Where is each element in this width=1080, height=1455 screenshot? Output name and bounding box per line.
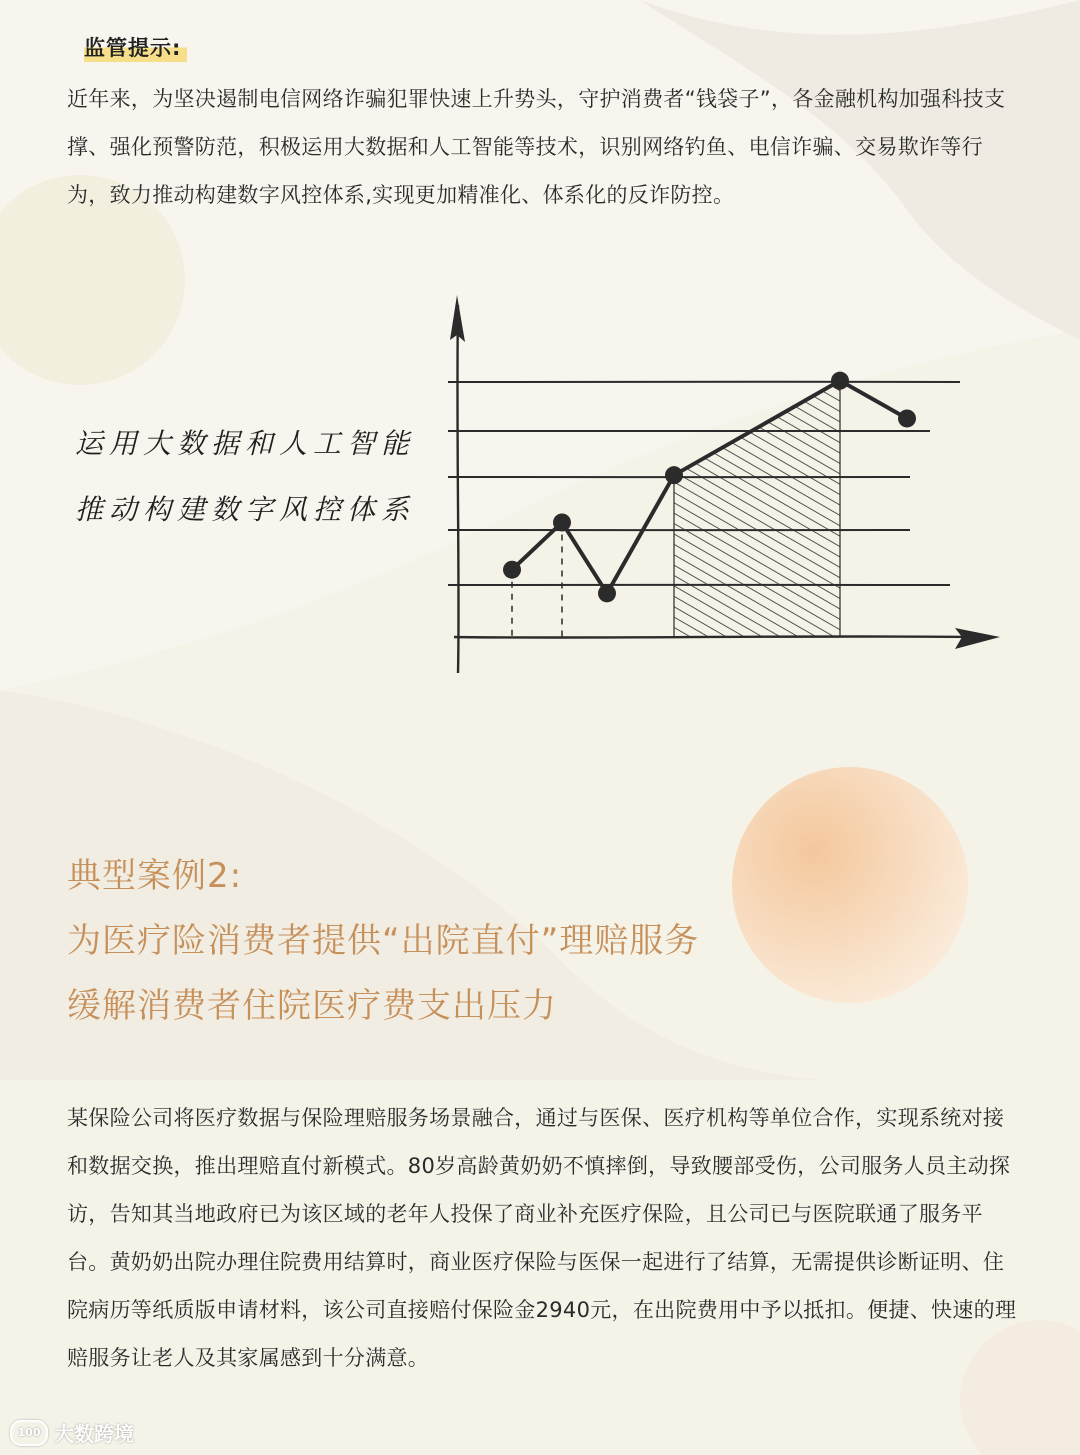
watermark bbox=[10, 1418, 134, 1447]
case-title-line-3: 缓解消费者住院医疗费支出压力 bbox=[67, 986, 557, 1026]
grid-line bbox=[448, 431, 930, 432]
data-point bbox=[898, 409, 916, 427]
illustration-caption-line-1: 运用大数据和人工智能 bbox=[75, 427, 416, 460]
data-point bbox=[553, 513, 571, 531]
data-point bbox=[503, 561, 521, 579]
chart-marks bbox=[503, 372, 916, 637]
y-axis bbox=[457, 305, 458, 673]
data-point bbox=[598, 584, 616, 602]
sketch-line-chart bbox=[440, 285, 1010, 680]
hatched-area bbox=[674, 381, 840, 637]
data-point bbox=[665, 466, 683, 484]
grid-line bbox=[448, 382, 960, 383]
case-paragraph: 某保险公司将医疗数据与保险理赔服务场景融合，通过与医保、医疗机构等单位合作，实现系统对接和数据交换，推出理赔直付新模式。80岁高龄黄奶奶不慎摔倒，导致腰部受伤，公司服务人员主动探访，告知其当地政府已为该区域的老年人投保了商业补充医疗保险，且公司已与医院联通了服务平台。黄奶奶出院办理住院费用结算时，商业医疗保险与医保一起进行了结算，无需提供诊断证明、住院病历等纸质版申请材料，该公司直接赔付保险金2940元，在出院费用中予以抵扣。便捷、快速的理赔服务让老人及其家属感到十分满意。 bbox=[67, 1106, 1017, 1370]
regulatory-tip-paragraph: 近年来，为坚决遏制电信网络诈骗犯罪快速上升势头，守护消费者“钱袋子”，各金融机构加强科技支撑、强化预警防范，积极运用大数据和人工智能等技术，识别网络钓鱼、电信诈骗、交易欺诈等行为，致力推动构建数字风控体系,实现更加精准化、体系化的反诈防控。 bbox=[67, 87, 1006, 207]
y-axis-arrow-icon bbox=[450, 295, 465, 342]
watermark-text: 大数跨境 bbox=[54, 1422, 134, 1446]
watermark-logo-icon: 100 bbox=[10, 1420, 48, 1446]
case-title-line-1: 典型案例2: bbox=[67, 856, 243, 896]
data-point bbox=[831, 372, 849, 390]
regulatory-tip-label: 监管提示: bbox=[84, 30, 187, 62]
illustration-caption-line-2: 推动构建数字风控体系 bbox=[75, 493, 416, 526]
case-title-line-2: 为医疗险消费者提供“出院直付”理赔服务 bbox=[67, 921, 700, 961]
x-axis-arrow-icon bbox=[955, 628, 1000, 649]
